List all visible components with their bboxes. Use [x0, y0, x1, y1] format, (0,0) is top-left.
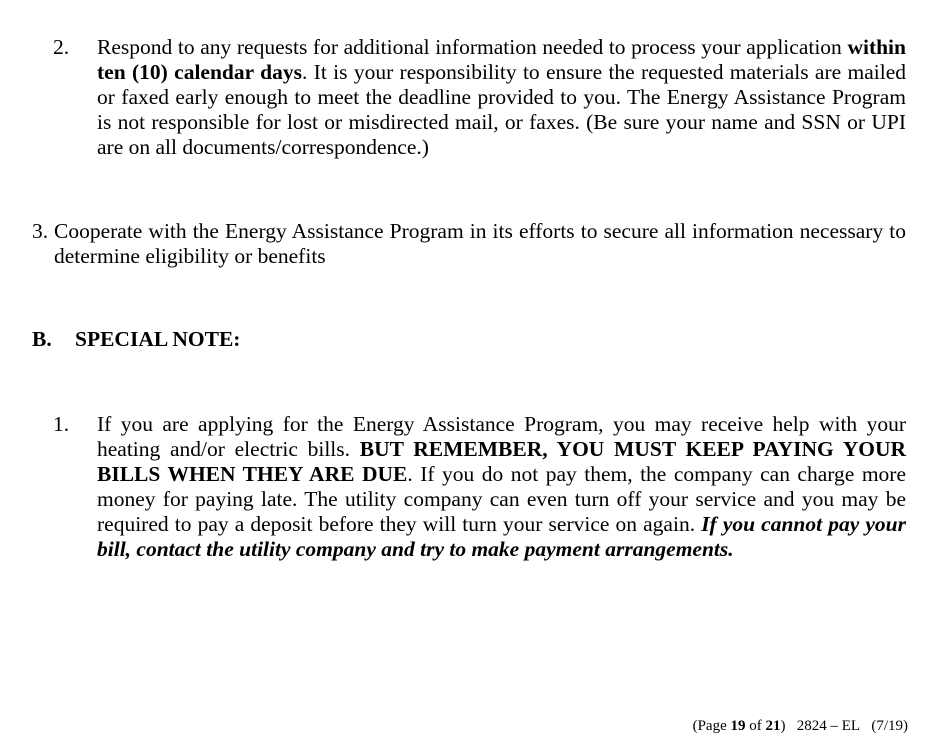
footer-page-of: of	[745, 718, 766, 734]
note-1-text-part-2: . If you do not pay them, the company can charge more money for paying late. The utility company can even turn off your service and you may be required to pay a deposit before they will turn your service on again.	[97, 462, 906, 536]
item-2-text	[97, 35, 906, 160]
note-1-warning-emphasis: BUT REMEMBER, YOU MUST KEEP PAYING YOUR BILLS WHEN THEY ARE DUE	[97, 437, 907, 486]
section-b-letter: B.	[32, 327, 52, 351]
item-2-text-part-2: . It is your responsibility to ensure the requested materials are mailed or faxed early enough to meet the deadline provided to you. The Energy Assistance Program is not responsible for lost or misdirected mail, or faxes. (Be sure your name and SSN or UPI are on all documents/correspondence.)	[97, 60, 907, 159]
footer-page-current: 19	[730, 718, 746, 734]
footer-form-date: (7/19)	[871, 718, 908, 734]
footer-page-prefix: (Page	[692, 718, 731, 734]
note-1-text-part-1: If you are applying for the Energy Assistance Program, you may receive help with your heating and/or electric bills.	[97, 412, 906, 461]
item-2-number: 2.	[53, 35, 70, 59]
page-footer	[693, 717, 908, 735]
footer-page-suffix: )	[780, 718, 786, 734]
note-1-advice-emphasis: If you cannot pay your bill, contact the utility company and try to make payment arrangements.	[97, 512, 906, 561]
section-b-title: SPECIAL NOTE:	[75, 327, 241, 351]
note-1-text	[97, 412, 906, 562]
item-3-number: 3.	[32, 219, 49, 243]
note-1-number: 1.	[53, 412, 70, 436]
footer-page-total: 21	[765, 718, 781, 734]
item-2-deadline-emphasis: within ten (10) calendar days	[97, 35, 906, 84]
footer-form-code: 2824 – EL	[796, 718, 861, 734]
item-3-text: Cooperate with the Energy Assistance Program in its efforts to secure all information necessary to determine eligibility or benefits	[54, 219, 906, 268]
item-2-text-part-1: Respond to any requests for additional information needed to process your application	[97, 35, 848, 59]
